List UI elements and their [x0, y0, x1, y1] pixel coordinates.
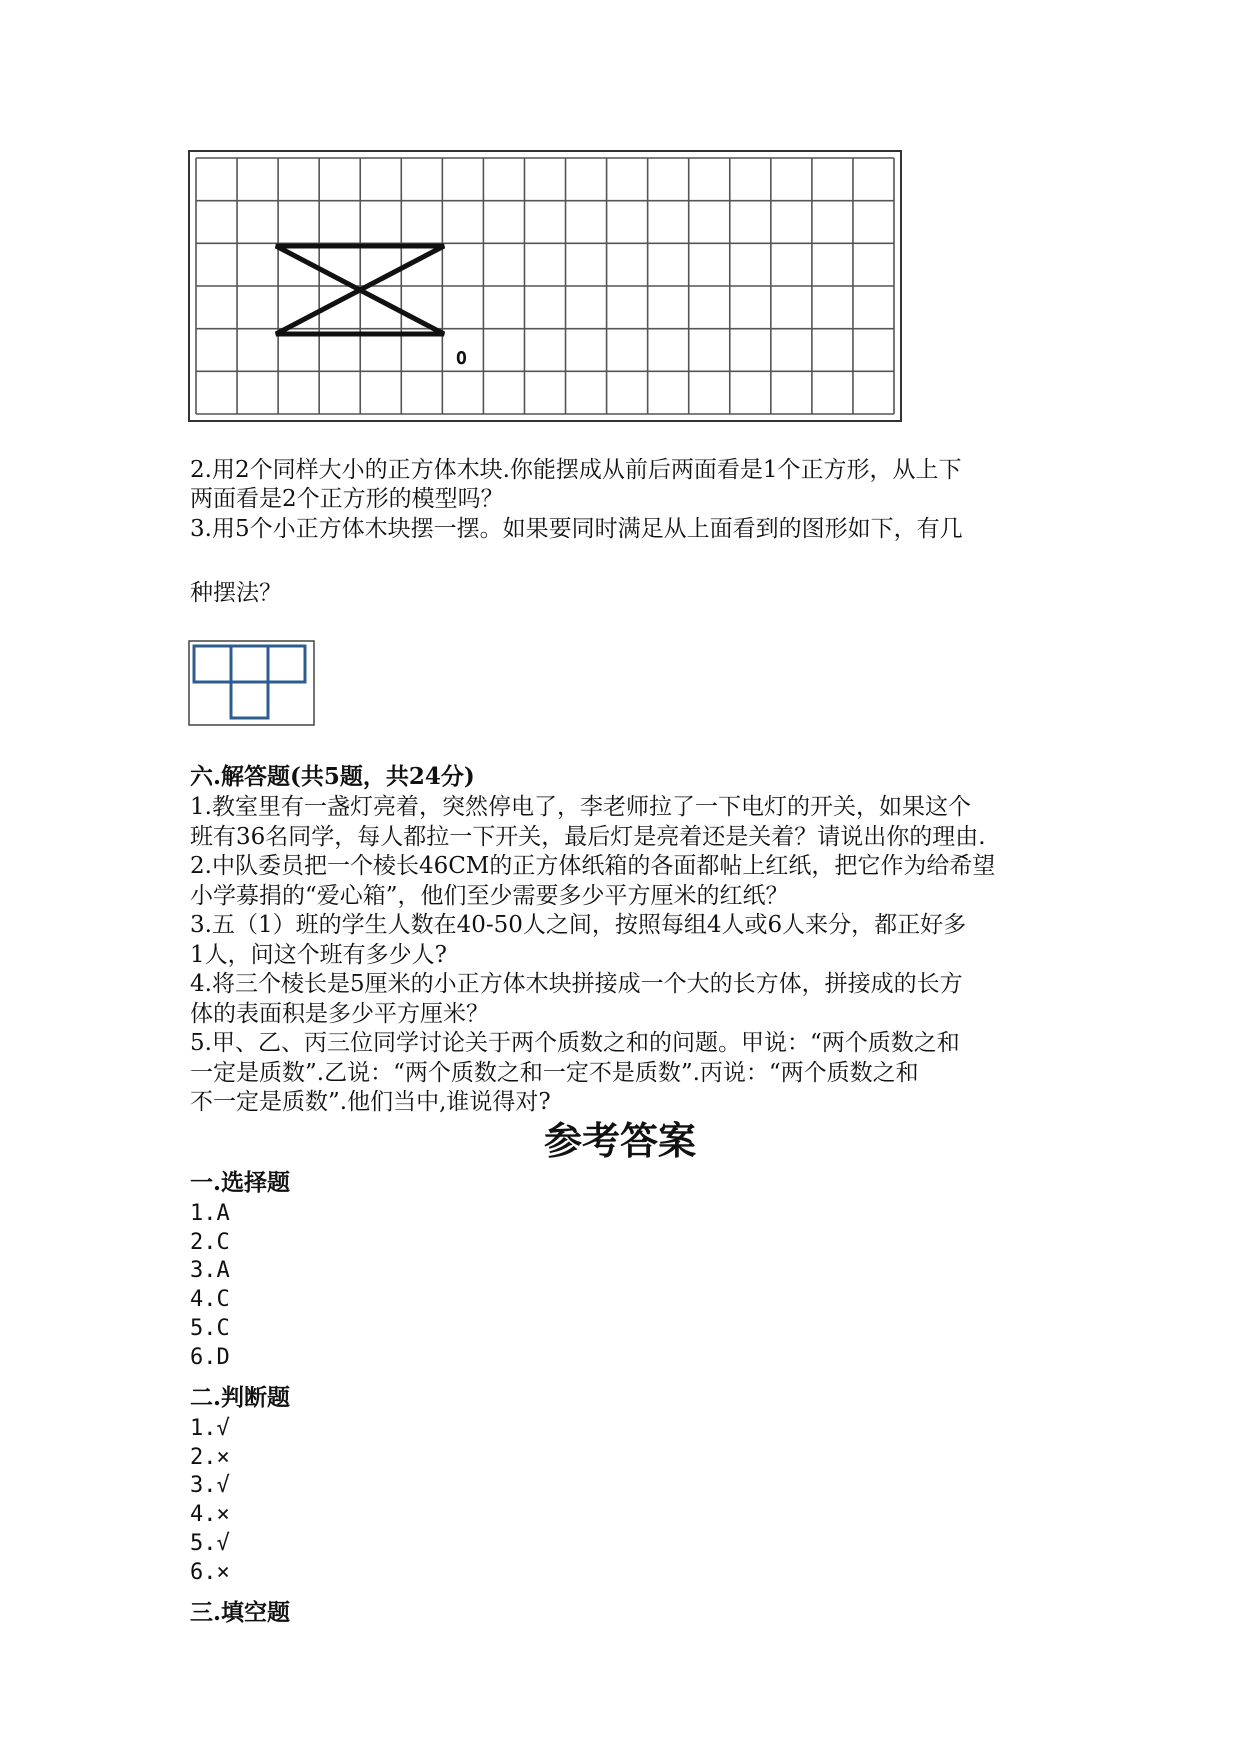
- q2-line1: 2.用2个同样大小的正方体木块.你能摆成从前后两面看是1个正方形，从上下: [190, 457, 962, 483]
- judge-answer: 1.√: [190, 1416, 230, 1441]
- origin-label: O: [456, 348, 467, 369]
- top-view-square-4: [231, 682, 268, 718]
- section6-line: 1.教室里有一盏灯亮着，突然停电了，李老师拉了一下电灯的开关，如果这个: [190, 794, 971, 820]
- top-view-square-1: [194, 646, 231, 682]
- choice-answer: 1.A: [190, 1201, 230, 1226]
- q2-line2: 两面看是2个正方形的模型吗？: [190, 486, 504, 512]
- choice-answer: 5.C: [190, 1315, 230, 1341]
- section6-line: 一定是质数”.乙说：“两个质数之和一定不是质数”.丙说：“两个质数之和: [190, 1059, 919, 1086]
- judge-heading: 二.判断题: [190, 1384, 291, 1411]
- section6-line: 4.将三个棱长是5厘米的小正方体木块拼接成一个大的长方体，拼接成的长方: [190, 971, 963, 997]
- judge-answer: 2.×: [190, 1444, 230, 1470]
- choice-answer: 2.C: [190, 1229, 230, 1255]
- choice-heading: 一.选择题: [190, 1169, 291, 1196]
- section6-line: 班有36名同学，每人都拉一下开关，最后灯是亮着还是关着？请说出你的理由.: [190, 823, 986, 850]
- top-view-square-2: [231, 646, 268, 682]
- section6-line: 不一定是质数”.他们当中,谁说得对?: [190, 1089, 551, 1115]
- judge-answer: 5.√: [190, 1530, 230, 1556]
- section6-line: 2.中队委员把一个棱长46CM的正方体纸箱的各面都帖上红纸，把它作为给希望: [190, 853, 996, 879]
- judge-answer: 3.√: [190, 1473, 230, 1499]
- grid-figure: [188, 150, 902, 422]
- judge-answer: 6.×: [190, 1559, 230, 1585]
- section6-line: 体的表面积是多少平方厘米？: [190, 1000, 489, 1027]
- q3-line1: 3.用5个小正方体木块摆一摆。如果要同时满足从上面看到的图形如下，有几: [190, 516, 963, 542]
- fill-heading: 三.填空题: [190, 1599, 291, 1626]
- answers-title: 参考答案: [543, 1118, 696, 1163]
- section6-heading: 六.解答题(共5题，共24分): [190, 763, 475, 790]
- choice-answer: 6.D: [190, 1344, 230, 1370]
- section6-line: 小学募捐的“爱心箱”，他们至少需要多少平方厘米的红纸？: [190, 882, 789, 909]
- choice-answer: 3.A: [190, 1258, 230, 1284]
- section6-line: 5.甲、乙、丙三位同学讨论关于两个质数之和的问题。甲说：“两个质数之和: [190, 1030, 960, 1056]
- q3-line2: 种摆法？: [190, 580, 282, 606]
- top-view-figure: [188, 640, 315, 726]
- top-view-square-3: [268, 646, 305, 682]
- choice-answer: 4.C: [190, 1287, 230, 1313]
- judge-answer: 4.×: [190, 1502, 230, 1528]
- section6-line: 3.五（1）班的学生人数在40-50人之间，按照每组4人或6人来分，都正好多: [190, 912, 967, 938]
- section6-line: 1人，问这个班有多少人?: [190, 941, 447, 968]
